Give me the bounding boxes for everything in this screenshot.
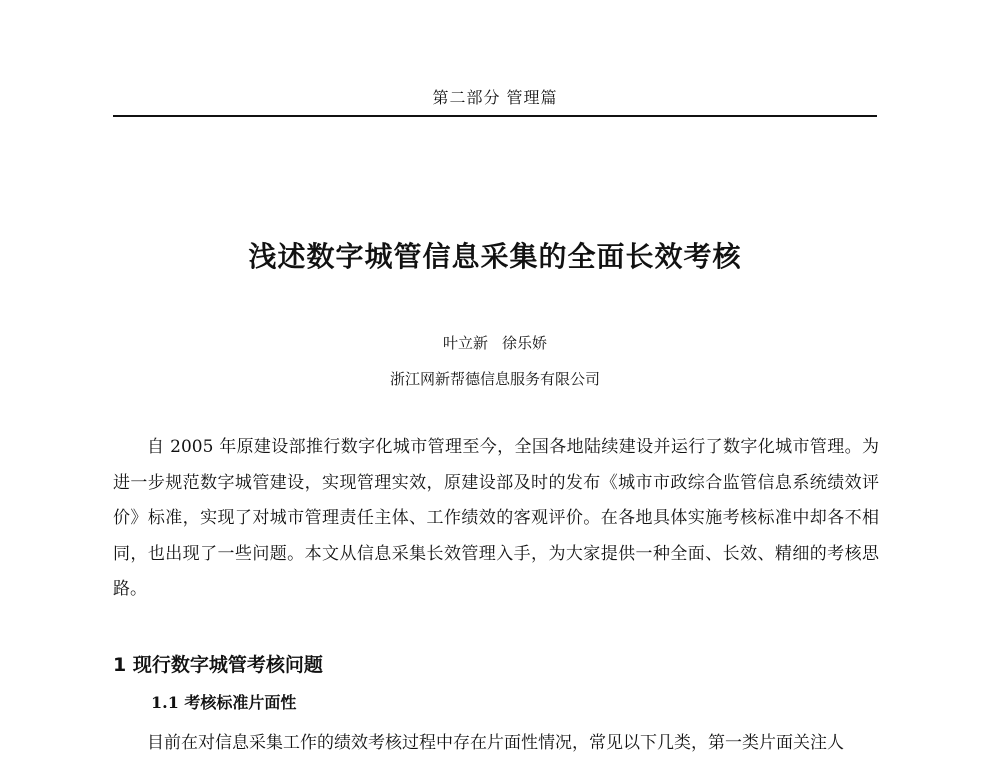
- authors: [113, 333, 877, 353]
- author-name: 徐乐娇: [502, 334, 548, 352]
- section-heading: 1 现行数字城管考核问题: [113, 654, 323, 676]
- header-rule: [113, 115, 877, 117]
- author-name: 叶立新: [442, 334, 488, 352]
- paper-title: 浅述数字城管信息采集的全面长效考核: [248, 240, 742, 273]
- running-header: 第二部分 管理篇: [432, 88, 558, 107]
- abstract-paragraph: 自 2005 年原建设部推行数字化城市管理至今，全国各地陆续建设并运行了数字化城市管理。为进一步规范数字城管建设，实现管理实效，原建设部及时的发布《城市市政综合监管信息系统绩效评价》标准，实现了对城市管理责任主体、工作绩效的客观评价。在各地具体实施考核标准中却各不相同，也出现了一些问题。本文从信息采集长效管理入手，为大家提供一种全面、长效、精细的考核思路。: [113, 437, 879, 599]
- affiliation: 浙江网新帮德信息服务有限公司: [389, 370, 600, 388]
- body-paragraph: 目前在对信息采集工作的绩效考核过程中存在片面性情况，常见以下几类，第一类片面关注人: [147, 733, 844, 753]
- subsection-heading: 1.1 考核标准片面性: [151, 693, 297, 712]
